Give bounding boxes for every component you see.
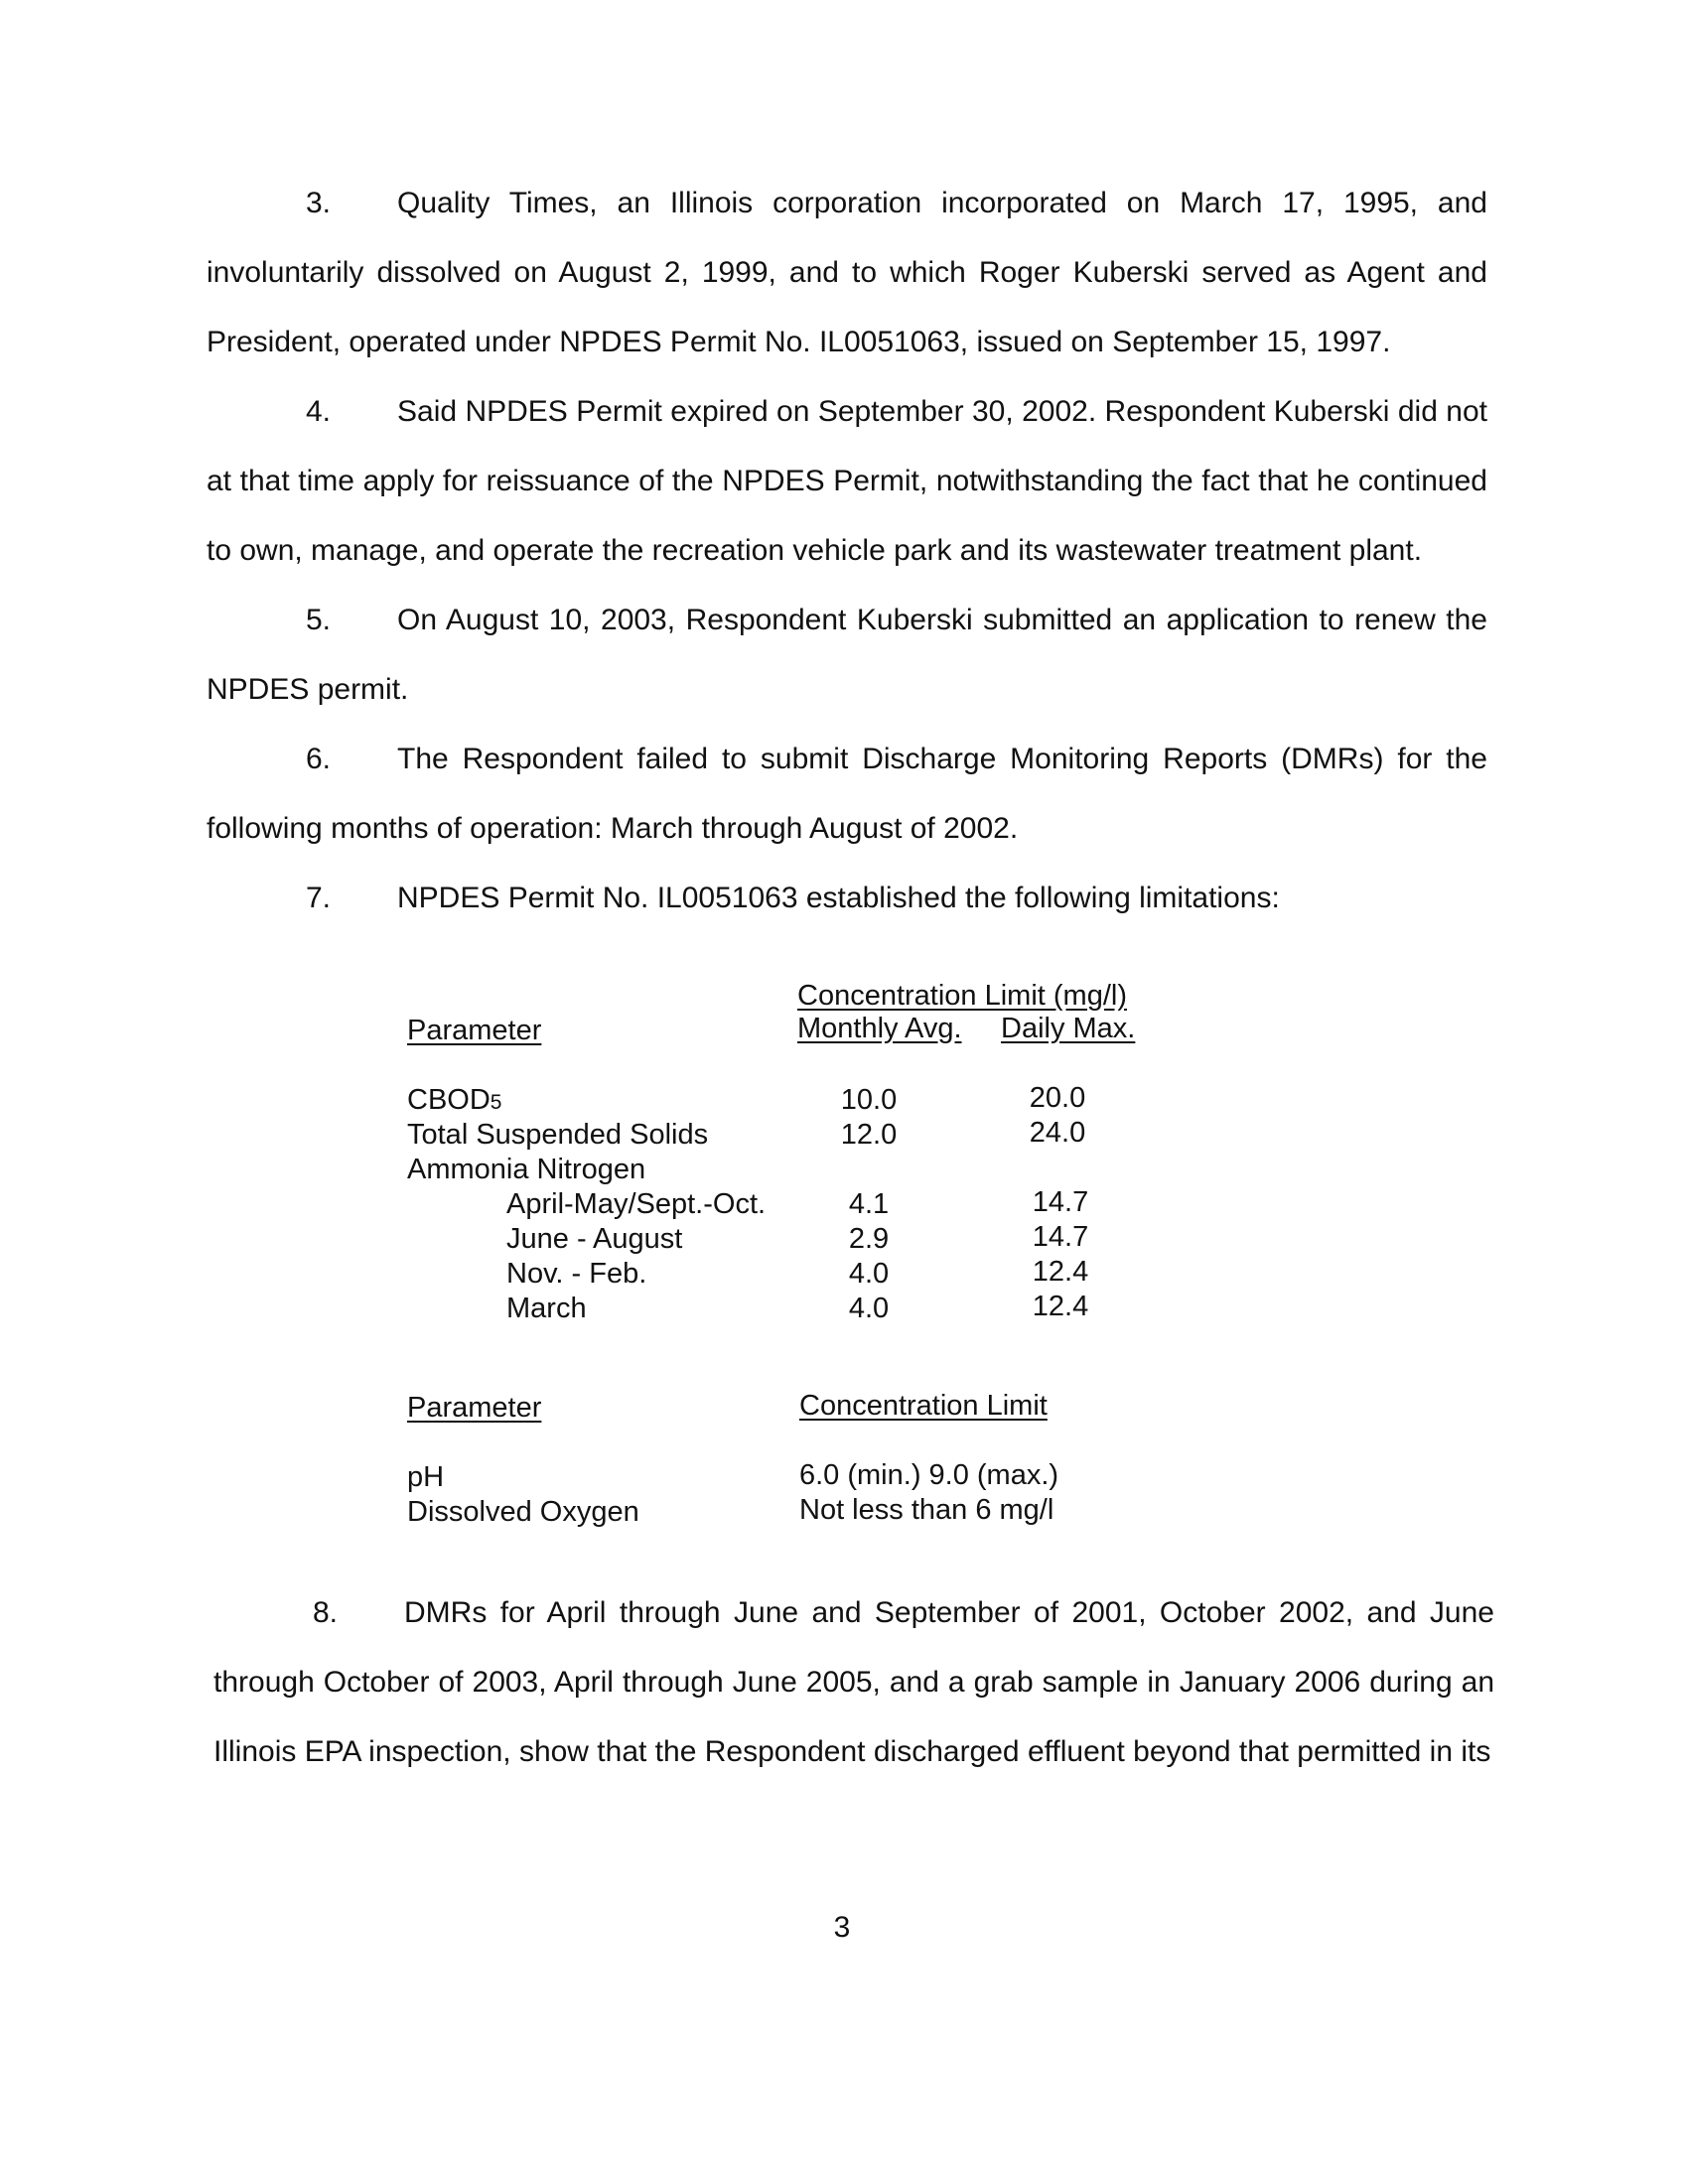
paragraph-text: The Respondent failed to submit Discharge Monitoring Reports (DMRs) for the following months of operation: March through August of 2002.	[207, 743, 1487, 845]
row-limit: Not less than 6 mg/l	[799, 1494, 1054, 1526]
parameter-header: Parameter	[407, 1392, 542, 1424]
row-parameter: June - August	[506, 1223, 683, 1255]
row-monthly-avg: 10.0	[840, 1084, 898, 1116]
row-daily-max: 14.7	[1032, 1186, 1089, 1218]
paragraph-number: 5.	[306, 604, 332, 636]
paragraph-number: 8.	[313, 1596, 339, 1629]
row-daily-max: 20.0	[1029, 1082, 1086, 1114]
row-daily-max: 14.7	[1032, 1221, 1089, 1253]
paragraph-text: Quality Times, an Illinois corporation incorporated on March 17, 1995, and involuntarily dissolved on August 2, 1999, and to which Roger Kuberski served as Agent and President, operated under NPDES Permit No. IL0051063, issued on September 15, 1997.	[207, 187, 1487, 358]
row-parameter: April-May/Sept.-Oct.	[506, 1188, 767, 1220]
paragraph-7	[207, 864, 1487, 933]
paragraph-text: DMRs for April through June and September of 2001, October 2002, and June through October of 2003, April through June 2005, and a grab sample in January 2006 during an Illinois EPA inspection, show that the Respondent discharged effluent beyond that permitted in its	[213, 1596, 1494, 1768]
row-daily-max: 12.4	[1032, 1291, 1089, 1322]
row-monthly-avg: 12.0	[840, 1119, 898, 1151]
row-parameter: Ammonia Nitrogen	[407, 1154, 646, 1185]
parameter-header: Parameter	[407, 1015, 542, 1046]
row-daily-max: 12.4	[1032, 1256, 1089, 1288]
row-parameter: CBOD5	[407, 1084, 502, 1116]
row-monthly-avg: 2.9	[848, 1223, 890, 1255]
row-parameter: Total Suspended Solids	[407, 1119, 709, 1151]
paragraph-number: 6.	[306, 743, 332, 775]
row-parameter: Nov. - Feb.	[506, 1258, 647, 1290]
concentration-limit-header: Concentration Limit	[799, 1390, 1048, 1422]
paragraph-text: On August 10, 2003, Respondent Kuberski submitted an application to renew the NPDES permit.	[207, 604, 1487, 706]
row-monthly-avg: 4.0	[848, 1293, 890, 1324]
paragraph-number: 3.	[306, 187, 332, 219]
paragraph-3	[207, 169, 1487, 377]
row-parameter: pH	[407, 1461, 445, 1493]
paragraph-4	[207, 377, 1487, 586]
monthly-avg-header: Monthly Avg.	[797, 1013, 962, 1044]
paragraph-5	[207, 586, 1487, 725]
row-daily-max: 24.0	[1029, 1117, 1086, 1149]
paragraph-text: Said NPDES Permit expired on September 30, 2002. Respondent Kuberski did not at that time apply for reissuance of the NPDES Permit, notwithstanding the fact that he continued to own, manage, and operate the recreation vehicle park and its wastewater treatment plant.	[207, 395, 1487, 567]
row-parameter: March	[506, 1293, 587, 1324]
daily-max-header: Daily Max.	[1001, 1013, 1136, 1044]
paragraph-number: 4.	[306, 395, 332, 428]
group-header: Concentration Limit (mg/l)	[797, 980, 1127, 1012]
row-monthly-avg: 4.0	[848, 1258, 890, 1290]
paragraph-text: NPDES Permit No. IL0051063 established the following limitations:	[397, 882, 1280, 914]
page-number: 3	[833, 1911, 851, 1944]
row-parameter: Dissolved Oxygen	[407, 1496, 639, 1528]
paragraph-number: 7.	[306, 882, 332, 914]
paragraph-6	[207, 725, 1487, 864]
paragraph-8	[213, 1578, 1494, 1787]
row-limit: 6.0 (min.) 9.0 (max.)	[799, 1459, 1059, 1491]
row-monthly-avg: 4.1	[848, 1188, 890, 1220]
